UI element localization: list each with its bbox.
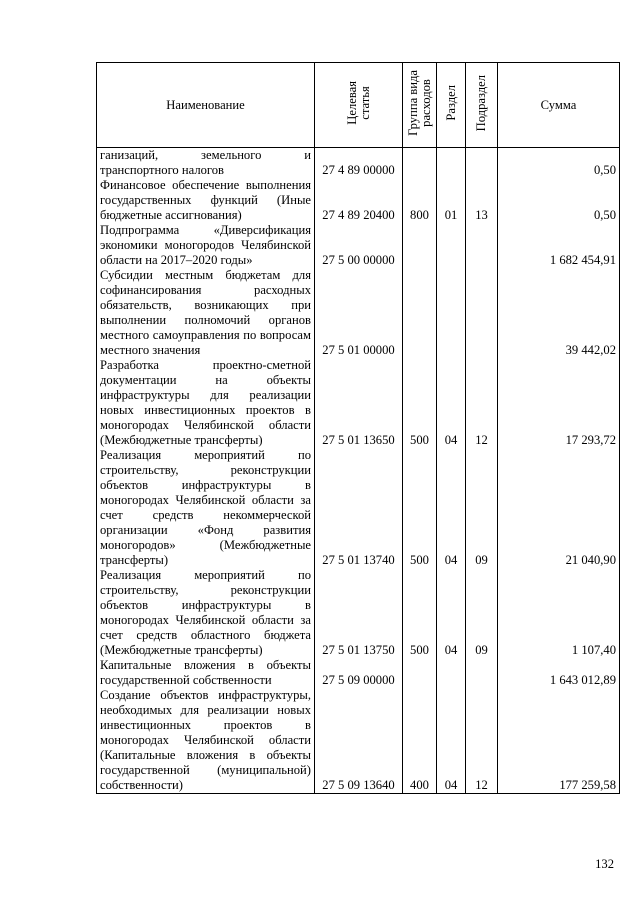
row-section-cell: 01 <box>437 178 466 223</box>
row-sum-cell: 1 682 454,91 <box>498 223 620 268</box>
row-target-article-cell: 27 4 89 20400 <box>315 178 403 223</box>
row-section-cell <box>437 223 466 268</box>
row-expense-group-cell <box>403 148 437 179</box>
header-section: Раздел <box>437 63 466 148</box>
table-row <box>97 568 620 658</box>
row-name-cell: Капитальные вложения в объекты государственной собственности <box>97 658 315 688</box>
row-expense-group-cell <box>403 223 437 268</box>
row-section-cell <box>437 658 466 688</box>
row-subsection-cell <box>466 268 498 358</box>
row-subsection-cell: 13 <box>466 178 498 223</box>
row-sum-cell: 17 293,72 <box>498 358 620 448</box>
row-target-article-cell: 27 5 09 13640 <box>315 688 403 794</box>
row-sum-cell: 39 442,02 <box>498 268 620 358</box>
row-target-article-cell: 27 5 09 00000 <box>315 658 403 688</box>
row-expense-group-cell: 400 <box>403 688 437 794</box>
row-sum-cell: 0,50 <box>498 148 620 179</box>
row-section-cell: 04 <box>437 448 466 568</box>
table-row <box>97 358 620 448</box>
table-row <box>97 148 620 179</box>
row-target-article-cell: 27 5 01 00000 <box>315 268 403 358</box>
row-subsection-cell: 12 <box>466 358 498 448</box>
row-target-article-cell: 27 5 01 13650 <box>315 358 403 448</box>
table-row <box>97 658 620 688</box>
row-name-cell: Подпрограмма «Диверсификация экономики моногородов Челябинской области на 2017–2020 годы» <box>97 223 315 268</box>
row-name-cell: Реализация мероприятий по строительству, реконструкции объектов инфраструктуры в моногородах Челябинской области за счет средств некоммерческой организации «Фонд развития моногородов» (Межбюджетные трансферты) <box>97 448 315 568</box>
row-expense-group-cell <box>403 658 437 688</box>
row-expense-group-cell <box>403 268 437 358</box>
row-subsection-cell <box>466 223 498 268</box>
row-section-cell <box>437 268 466 358</box>
table-row <box>97 448 620 568</box>
table-row <box>97 268 620 358</box>
row-expense-group-cell: 500 <box>403 358 437 448</box>
header-target-article: Целевая статья <box>315 63 403 148</box>
header-sum: Сумма <box>498 63 620 148</box>
row-target-article-cell: 27 5 01 13750 <box>315 568 403 658</box>
header-name: Наименование <box>97 63 315 148</box>
row-sum-cell: 1 643 012,89 <box>498 658 620 688</box>
row-section-cell <box>437 148 466 179</box>
table-row <box>97 178 620 223</box>
row-section-cell: 04 <box>437 688 466 794</box>
table-row <box>97 223 620 268</box>
row-section-cell: 04 <box>437 568 466 658</box>
row-target-article-cell: 27 5 01 13740 <box>315 448 403 568</box>
row-name-cell: Создание объектов инфраструктуры, необходимых для реализации новых инвестиционных проектов в моногородах Челябинской области (Капитальные вложения в объекты государственной (муниципальной) собственности) <box>97 688 315 794</box>
row-expense-group-cell: 800 <box>403 178 437 223</box>
row-subsection-cell: 12 <box>466 688 498 794</box>
row-subsection-cell <box>466 148 498 179</box>
row-sum-cell: 177 259,58 <box>498 688 620 794</box>
row-expense-group-cell: 500 <box>403 448 437 568</box>
row-expense-group-cell: 500 <box>403 568 437 658</box>
row-target-article-cell: 27 5 00 00000 <box>315 223 403 268</box>
header-expense-group: Группа вида расходов <box>403 63 437 148</box>
row-name-cell: Финансовое обеспечение выполнения государственных функций (Иные бюджетные ассигнования) <box>97 178 315 223</box>
row-subsection-cell <box>466 658 498 688</box>
row-name-cell: Субсидии местным бюджетам для софинансирования расходных обязательств, возникающих при выполнении полномочий органов местного самоуправления по вопросам местного значения <box>97 268 315 358</box>
row-sum-cell: 0,50 <box>498 178 620 223</box>
table-header-row <box>97 63 620 148</box>
budget-table <box>96 62 620 794</box>
table-row <box>97 688 620 794</box>
row-subsection-cell: 09 <box>466 448 498 568</box>
row-name-cell: Разработка проектно-сметной документации на объекты инфраструктуры для реализации новых инвестиционных проектов в моногородах Челябинской области (Межбюджетные трансферты) <box>97 358 315 448</box>
row-sum-cell: 21 040,90 <box>498 448 620 568</box>
row-section-cell: 04 <box>437 358 466 448</box>
row-target-article-cell: 27 4 89 00000 <box>315 148 403 179</box>
row-name-cell: ганизаций, земельного и транспортного налогов <box>97 148 315 179</box>
row-sum-cell: 1 107,40 <box>498 568 620 658</box>
row-name-cell: Реализация мероприятий по строительству, реконструкции объектов инфраструктуры в моногородах Челябинской области за счет средств областного бюджета (Межбюджетные трансферты) <box>97 568 315 658</box>
header-subsection: Подраздел <box>466 63 498 148</box>
page-number: 132 <box>595 857 614 871</box>
row-subsection-cell: 09 <box>466 568 498 658</box>
